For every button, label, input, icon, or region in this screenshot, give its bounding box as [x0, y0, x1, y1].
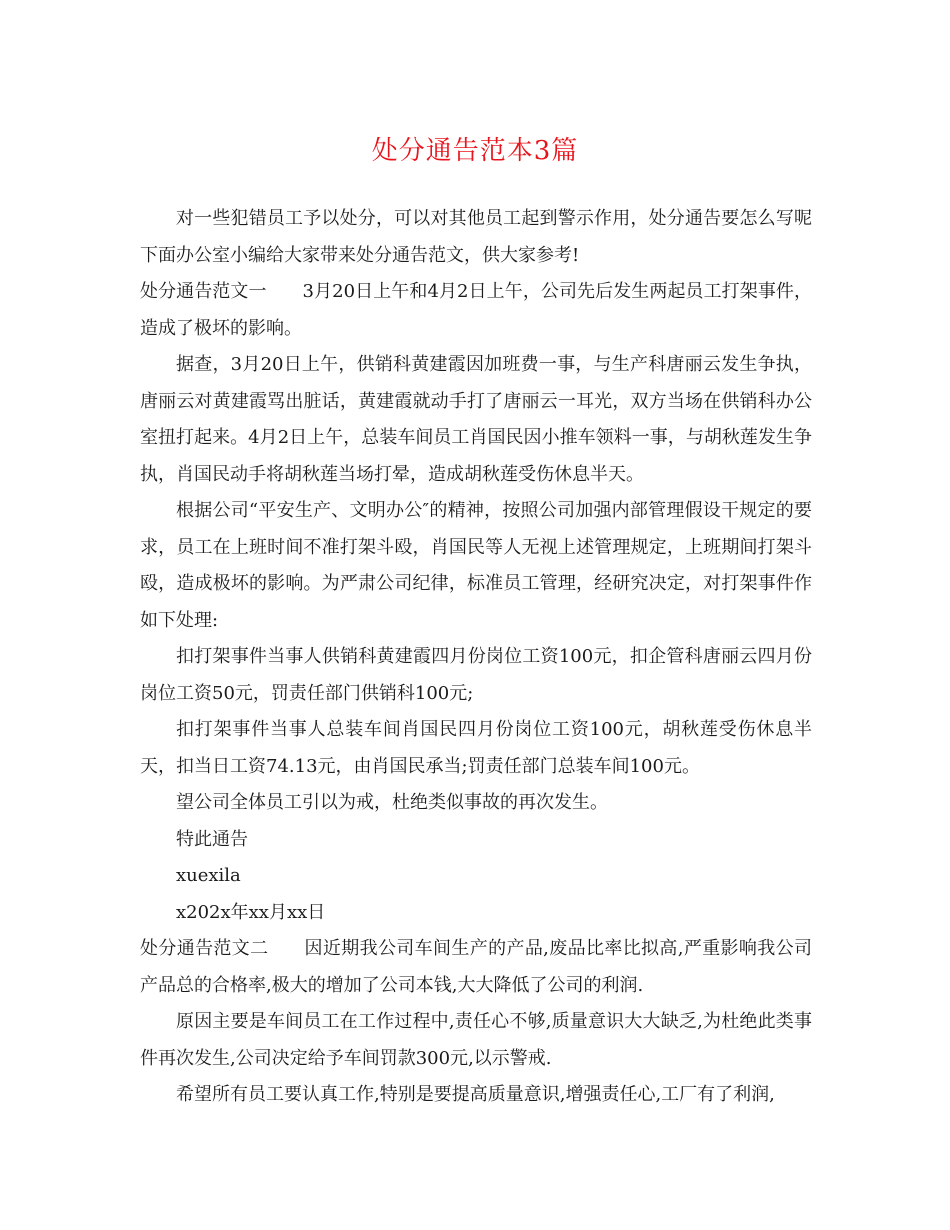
- sample1-p2: 据查，3月20日上午，供销科黄建霞因加班费一事，与生产科唐丽云发生争执，唐丽云对黄建霞骂出脏话，黄建霞就动手打了唐丽云一耳光，双方当场在供销科办公室扭打起来。4月2日上午，总装车间员工肖国民因小推车领料一事，与胡秋莲发生争执，肖国民动手将胡秋莲当场打晕，造成胡秋莲受伤休息半天。: [140, 354, 812, 485]
- sample2-first-paragraph: [140, 931, 812, 1004]
- sample1-p3: 根据公司“平安生产、文明办公″的精神，按照公司加强内部管理假设干规定的要求，员工在上班时间不准打架斗殴，肖国民等人无视上述管理规定，上班期间打架斗殴，造成极坏的影响。为严肃公司纪律，标准员工管理，经研究决定，对打架事件作如下处理:: [140, 500, 812, 631]
- sample2-label: 处分通告范文二: [140, 938, 269, 959]
- sample1-p5: 扣打架事件当事人总装车间肖国民四月份岗位工资100元，胡秋莲受伤休息半天，扣当日工资74.13元，由肖国民承当;罚责任部门总装车间100元。: [140, 719, 812, 777]
- document-body: [140, 201, 812, 1114]
- sample2-p1: 因近期我公司车间生产的产品,废品比率比拟高,严重影响我公司产品总的合格率,极大的增加了公司本钱,大大降低了公司的利润.: [140, 938, 812, 996]
- sample2-p2: 原因主要是车间员工在工作过程中,责任心不够,质量意识大大缺乏,为杜绝此类事件再次发生,公司决定给予车间罚款300元,以示警戒.: [140, 1011, 812, 1069]
- sample1-date: x202x年xx月xx日: [176, 901, 326, 923]
- sample1-closing: 特此通告: [176, 828, 248, 850]
- document-title: 处分通告范本3篇: [371, 136, 579, 166]
- sample1-p4: 扣打架事件当事人供销科黄建霞四月份岗位工资100元，扣企管科唐丽云四月份岗位工资50元，罚责任部门供销科100元;: [140, 646, 812, 704]
- sample1-p1: 3月20日上午和4月2日上午，公司先后发生两起员工打架事件，造成了极坏的影响。: [140, 281, 812, 339]
- sample1-p6: 望公司全体员工引以为戒，杜绝类似事故的再次发生。: [176, 792, 608, 813]
- sample2-p3: 希望所有员工要认真工作,特别是要提高质量意识,增强责任心,工厂有了利润,: [176, 1084, 775, 1105]
- sample1-first-paragraph: [140, 274, 812, 347]
- intro-paragraph: 对一些犯错员工予以处分，可以对其他员工起到警示作用，处分通告要怎么写呢下面办公室小编给大家带来处分通告范文，供大家参考!: [140, 208, 812, 266]
- sample1-signer: xuexila: [176, 865, 241, 886]
- sample1-label: 处分通告范文一: [140, 281, 267, 302]
